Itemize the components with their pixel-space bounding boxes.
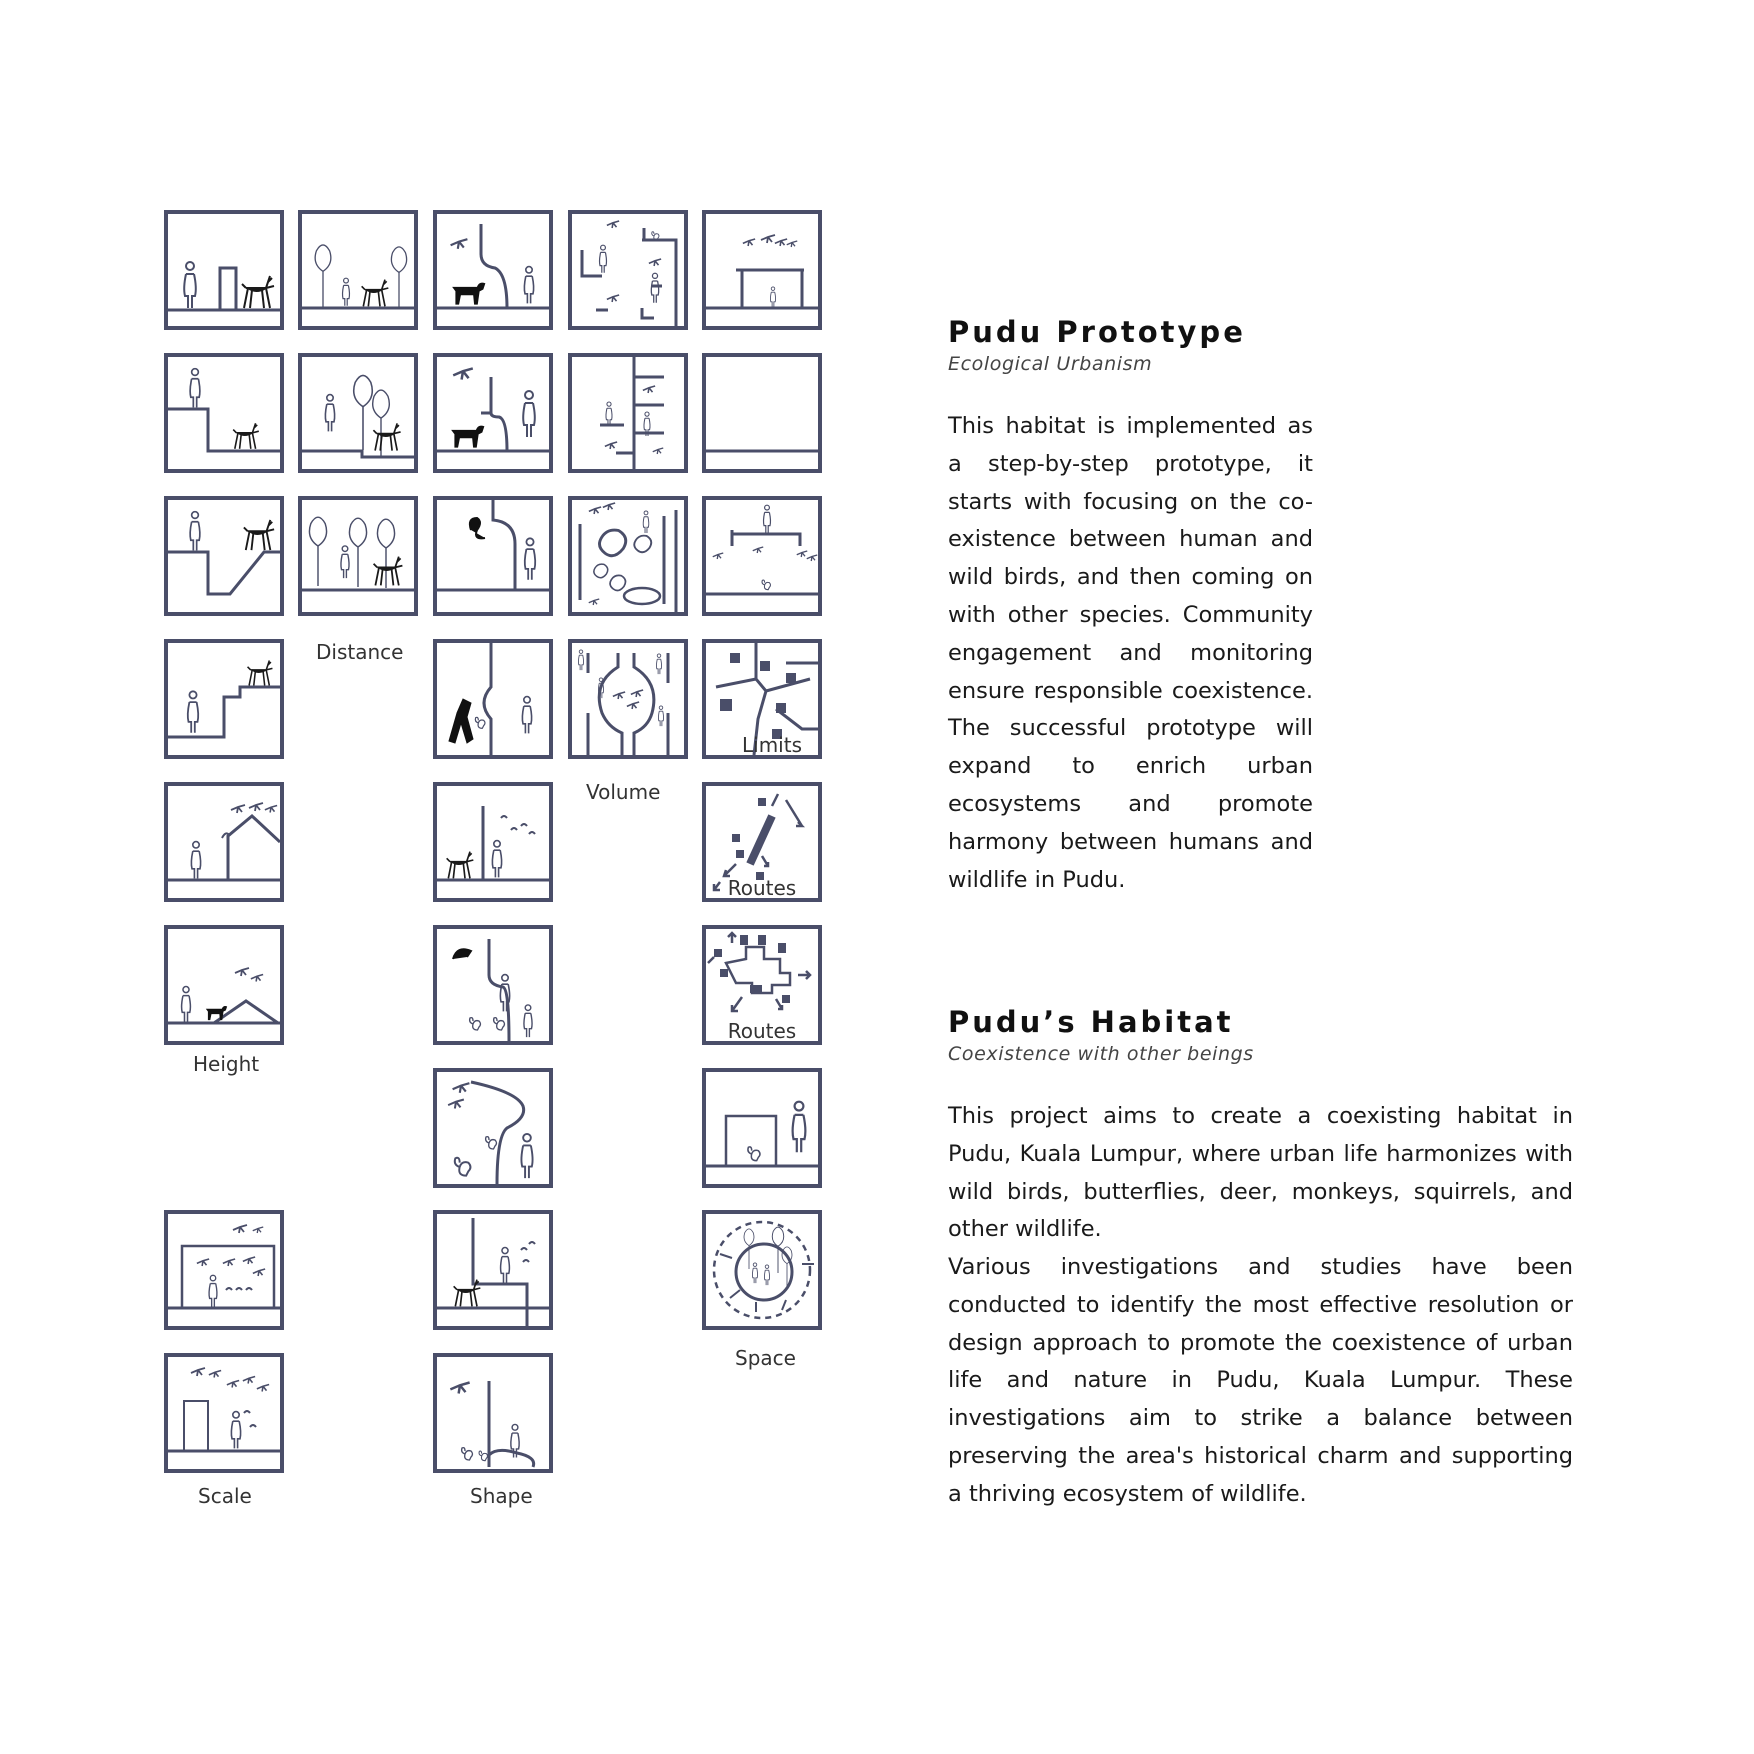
sketch-tile-shape-5	[433, 782, 553, 902]
sketch-tile-shape-7	[433, 1068, 553, 1188]
height-mound-sketch	[168, 929, 280, 1041]
volume-boulders-sketch	[572, 500, 684, 612]
volume-walls-birds-sketch	[572, 214, 684, 326]
sketch-tile-scale-2	[164, 1353, 284, 1473]
prototype-title: Pudu Prototype	[948, 315, 1246, 349]
tile-label-routes-2: Routes	[727, 1019, 797, 1043]
volume-stacked-shelves-sketch	[572, 357, 684, 469]
sketch-tile-height-1	[164, 210, 284, 330]
tile-label-limits: Limits	[742, 733, 802, 757]
space-shelter-squirrel-sketch	[706, 1072, 818, 1184]
shape-winding-wall-sketch	[437, 1072, 549, 1184]
sketch-tile-space-1	[702, 210, 822, 330]
sketch-tile-shape-6	[433, 925, 553, 1045]
sketch-tile-space-3	[702, 496, 822, 616]
sketch-tile-distance-2	[298, 353, 418, 473]
scale-doorway-birds-sketch	[168, 1357, 280, 1469]
volume-round-court-sketch	[572, 643, 684, 755]
sketch-tile-distance-1	[298, 210, 418, 330]
group-label-scale: Scale	[198, 1484, 252, 1508]
sketch-tile-space-4	[702, 1068, 822, 1188]
scale-enclosure-birds-sketch	[168, 1214, 280, 1326]
height-ramp-sketch	[168, 500, 280, 612]
sketch-tile-space-2	[702, 353, 822, 473]
space-canopy-birds-sketch	[706, 214, 818, 326]
sketch-tile-space-5	[702, 1210, 822, 1330]
sketch-tile-limits	[702, 639, 822, 759]
shape-perch-dog-sketch	[437, 357, 549, 469]
group-label-volume: Volume	[586, 780, 661, 804]
space-circle-plan-sketch	[706, 1214, 818, 1326]
tile-label-routes-1: Routes	[727, 876, 797, 900]
sketch-tile-volume-3	[568, 496, 688, 616]
sketch-tile-routes-2	[702, 925, 822, 1045]
shape-monkey-curve-sketch	[437, 500, 549, 612]
shape-squirrels-sketch	[437, 929, 549, 1041]
sketch-tile-volume-2	[568, 353, 688, 473]
space-empty-sketch	[706, 357, 818, 469]
shape-bulge-monkey-sketch	[437, 643, 549, 755]
habitat-subtitle: Coexistence with other beings	[948, 1043, 1254, 1065]
sketch-tile-height-5	[164, 782, 284, 902]
sketch-tile-shape-8	[433, 1210, 553, 1330]
height-drop-sketch	[168, 357, 280, 469]
sketch-tile-height-3	[164, 496, 284, 616]
height-house-birds-sketch	[168, 786, 280, 898]
group-label-height: Height	[193, 1052, 260, 1076]
group-label-space: Space	[735, 1346, 796, 1370]
distance-forest-steps-sketch	[302, 357, 414, 469]
shape-curve-dog-sketch	[437, 214, 549, 326]
habitat-title: Pudu’s Habitat	[948, 1005, 1234, 1039]
sketch-tile-volume-4	[568, 639, 688, 759]
space-bridge-sketch	[706, 500, 818, 612]
sketch-tile-shape-1	[433, 210, 553, 330]
sketch-tile-volume-1	[568, 210, 688, 330]
sketch-tile-shape-2	[433, 353, 553, 473]
sketch-tile-scale-1	[164, 1210, 284, 1330]
sketch-tile-height-6	[164, 925, 284, 1045]
sketch-tile-shape-9	[433, 1353, 553, 1473]
height-step-wall-sketch	[168, 214, 280, 326]
distance-grove-sketch	[302, 500, 414, 612]
sketch-tile-height-2	[164, 353, 284, 473]
sketch-tile-shape-4	[433, 639, 553, 759]
prototype-subtitle: Ecological Urbanism	[948, 353, 1153, 375]
distance-trees-deer-sketch	[302, 214, 414, 326]
prototype-body: This habitat is implemented as a step-by-step prototype, it starts with focusing on the co-existence between human and wild birds, and then coming on with other species. Community engagement and monitoring ensure responsible coexistence. The successful prototype will expand to enrich urban ecosystems and promote harmony between humans and wildlife in Pudu.	[948, 413, 1313, 893]
shape-perch-butterflies-sketch	[437, 786, 549, 898]
habitat-body-2: Various investigations and studies have been conducted to identify the most effective resolution or design approach to promote the coexistence of urban life and nature in Pudu, Kuala Lumpur. These investigations aim to strike a balance between preserving the area's historical charm and supporting a thriving ecosystem of wildlife.	[948, 1254, 1573, 1507]
sketch-tile-height-4	[164, 639, 284, 759]
shape-curved-seat-sketch	[437, 1357, 549, 1469]
habitat-body-1: This project aims to create a coexisting habitat in Pudu, Kuala Lumpur, where urban life harmonizes with wild birds, butterflies, deer, monkeys, squirrels, and other wildlife.	[948, 1103, 1573, 1243]
sketch-tile-routes-1	[702, 782, 822, 902]
sketch-tile-distance-3	[298, 496, 418, 616]
height-stairs-sketch	[168, 643, 280, 755]
group-label-distance: Distance	[316, 640, 404, 664]
shape-platform-deer-sketch	[437, 1214, 549, 1326]
sketch-tile-shape-3	[433, 496, 553, 616]
group-label-shape: Shape	[470, 1484, 533, 1508]
